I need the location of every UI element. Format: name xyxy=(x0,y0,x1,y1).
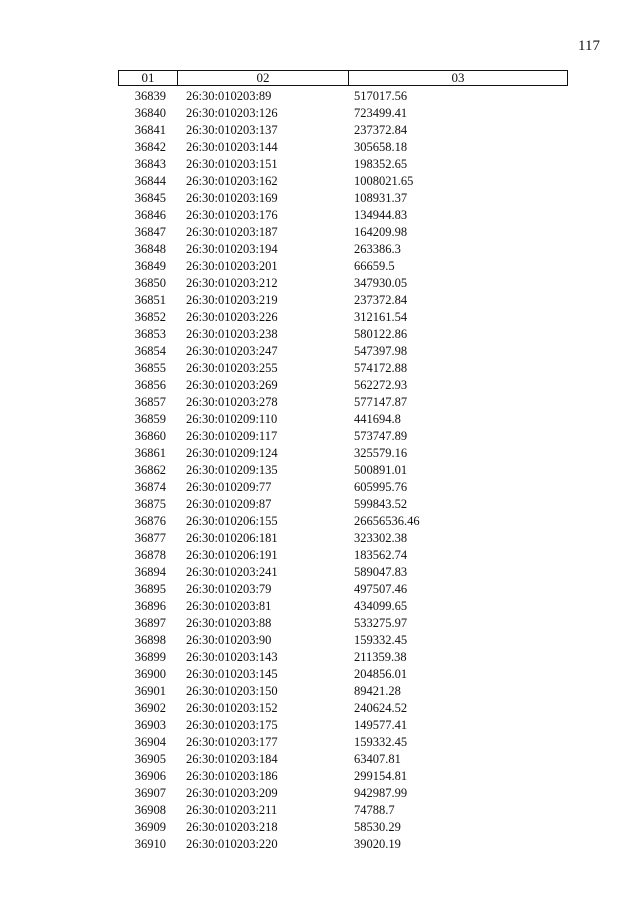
cadastral-number: 26:30:010209:124 xyxy=(186,446,278,460)
table-row xyxy=(0,581,640,598)
cadastral-number: 26:30:010209:117 xyxy=(186,429,278,443)
row-number: 36904 xyxy=(134,735,166,749)
cadastral-value: 562272.93 xyxy=(354,378,408,392)
cadastral-value: 323302.38 xyxy=(354,531,408,545)
cadastral-value: 589047.83 xyxy=(354,565,408,579)
table-row xyxy=(0,394,640,411)
cadastral-value: 240624.52 xyxy=(354,701,408,715)
table-row xyxy=(0,326,640,343)
cadastral-number: 26:30:010203:126 xyxy=(186,106,278,120)
row-number: 36849 xyxy=(134,259,166,273)
cadastral-number: 26:30:010203:184 xyxy=(186,752,278,766)
cadastral-number: 26:30:010203:79 xyxy=(186,582,272,596)
row-number: 36895 xyxy=(134,582,166,596)
cadastral-value: 1008021.65 xyxy=(354,174,414,188)
table-row xyxy=(0,445,640,462)
table-row xyxy=(0,734,640,751)
table-row xyxy=(0,717,640,734)
cadastral-number: 26:30:010203:145 xyxy=(186,667,278,681)
row-number: 36853 xyxy=(134,327,166,341)
table-row xyxy=(0,122,640,139)
row-number: 36857 xyxy=(134,395,166,409)
cadastral-number: 26:30:010203:81 xyxy=(186,599,272,613)
cadastral-number: 26:30:010203:238 xyxy=(186,327,278,341)
row-number: 36903 xyxy=(134,718,166,732)
table-row xyxy=(0,309,640,326)
column-header-02: 02 xyxy=(178,71,349,85)
cadastral-value: 574172.88 xyxy=(354,361,408,375)
cadastral-number: 26:30:010203:169 xyxy=(186,191,278,205)
cadastral-value: 183562.74 xyxy=(354,548,408,562)
cadastral-value: 533275.97 xyxy=(354,616,408,630)
cadastral-number: 26:30:010203:278 xyxy=(186,395,278,409)
cadastral-number: 26:30:010203:247 xyxy=(186,344,278,358)
table-row xyxy=(0,462,640,479)
cadastral-value: 39020.19 xyxy=(354,837,401,851)
table-row xyxy=(0,530,640,547)
row-number: 36908 xyxy=(134,803,166,817)
table-row xyxy=(0,649,640,666)
row-number: 36854 xyxy=(134,344,166,358)
cadastral-value: 237372.84 xyxy=(354,293,408,307)
table-row xyxy=(0,785,640,802)
cadastral-number: 26:30:010203:218 xyxy=(186,820,278,834)
cadastral-value: 580122.86 xyxy=(354,327,408,341)
row-number: 36909 xyxy=(134,820,166,834)
table-row xyxy=(0,156,640,173)
cadastral-number: 26:30:010203:177 xyxy=(186,735,278,749)
cadastral-number: 26:30:010203:212 xyxy=(186,276,278,290)
cadastral-number: 26:30:010203:211 xyxy=(186,803,278,817)
row-number: 36896 xyxy=(134,599,166,613)
row-number: 36878 xyxy=(134,548,166,562)
cadastral-number: 26:30:010203:152 xyxy=(186,701,278,715)
cadastral-value: 723499.41 xyxy=(354,106,408,120)
cadastral-number: 26:30:010203:209 xyxy=(186,786,278,800)
cadastral-value: 164209.98 xyxy=(354,225,408,239)
row-number: 36855 xyxy=(134,361,166,375)
table-row xyxy=(0,802,640,819)
cadastral-number: 26:30:010203:137 xyxy=(186,123,278,137)
row-number: 36898 xyxy=(134,633,166,647)
table-row xyxy=(0,343,640,360)
cadastral-number: 26:30:010203:219 xyxy=(186,293,278,307)
table-row xyxy=(0,428,640,445)
row-number: 36874 xyxy=(134,480,166,494)
cadastral-value: 26656536.46 xyxy=(354,514,420,528)
cadastral-number: 26:30:010203:186 xyxy=(186,769,278,783)
row-number: 36852 xyxy=(134,310,166,324)
cadastral-value: 325579.16 xyxy=(354,446,408,460)
row-number: 36840 xyxy=(134,106,166,120)
cadastral-number: 26:30:010203:162 xyxy=(186,174,278,188)
row-number: 36907 xyxy=(134,786,166,800)
table-body xyxy=(0,88,640,853)
cadastral-value: 312161.54 xyxy=(354,310,408,324)
cadastral-value: 211359.38 xyxy=(354,650,407,664)
row-number: 36856 xyxy=(134,378,166,392)
table-row xyxy=(0,190,640,207)
row-number: 36875 xyxy=(134,497,166,511)
table-row xyxy=(0,615,640,632)
row-number: 36901 xyxy=(134,684,166,698)
table-row xyxy=(0,513,640,530)
cadastral-value: 577147.87 xyxy=(354,395,408,409)
row-number: 36877 xyxy=(134,531,166,545)
table-row xyxy=(0,241,640,258)
table-row xyxy=(0,751,640,768)
table-row xyxy=(0,496,640,513)
table-row xyxy=(0,700,640,717)
table-row xyxy=(0,173,640,190)
table-header xyxy=(118,70,568,86)
table-row xyxy=(0,564,640,581)
row-number: 36910 xyxy=(134,837,166,851)
cadastral-number: 26:30:010206:181 xyxy=(186,531,278,545)
cadastral-number: 26:30:010209:87 xyxy=(186,497,272,511)
cadastral-number: 26:30:010209:110 xyxy=(186,412,278,426)
table-row xyxy=(0,479,640,496)
table-row xyxy=(0,360,640,377)
cadastral-number: 26:30:010203:143 xyxy=(186,650,278,664)
cadastral-value: 573747.89 xyxy=(354,429,408,443)
cadastral-value: 547397.98 xyxy=(354,344,408,358)
cadastral-value: 434099.65 xyxy=(354,599,408,613)
cadastral-value: 74788.7 xyxy=(354,803,395,817)
row-number: 36876 xyxy=(134,514,166,528)
cadastral-number: 26:30:010203:194 xyxy=(186,242,278,256)
cadastral-number: 26:30:010203:150 xyxy=(186,684,278,698)
row-number: 36899 xyxy=(134,650,166,664)
cadastral-value: 497507.46 xyxy=(354,582,408,596)
table-row xyxy=(0,139,640,156)
row-number: 36843 xyxy=(134,157,166,171)
row-number: 36905 xyxy=(134,752,166,766)
table-row xyxy=(0,411,640,428)
cadastral-value: 517017.56 xyxy=(354,89,408,103)
cadastral-number: 26:30:010203:90 xyxy=(186,633,272,647)
table-row xyxy=(0,632,640,649)
row-number: 36897 xyxy=(134,616,166,630)
cadastral-value: 204856.01 xyxy=(354,667,408,681)
cadastral-number: 26:30:010203:220 xyxy=(186,837,278,851)
table-row xyxy=(0,224,640,241)
cadastral-value: 237372.84 xyxy=(354,123,408,137)
cadastral-number: 26:30:010209:77 xyxy=(186,480,272,494)
cadastral-value: 605995.76 xyxy=(354,480,408,494)
cadastral-number: 26:30:010203:89 xyxy=(186,89,272,103)
cadastral-number: 26:30:010206:191 xyxy=(186,548,278,562)
cadastral-value: 159332.45 xyxy=(354,633,408,647)
row-number: 36846 xyxy=(134,208,166,222)
cadastral-value: 942987.99 xyxy=(354,786,408,800)
table-row xyxy=(0,598,640,615)
cadastral-value: 159332.45 xyxy=(354,735,408,749)
cadastral-value: 149577.41 xyxy=(354,718,408,732)
table-row xyxy=(0,683,640,700)
row-number: 36850 xyxy=(134,276,166,290)
row-number: 36900 xyxy=(134,667,166,681)
table-row xyxy=(0,275,640,292)
row-number: 36851 xyxy=(134,293,166,307)
cadastral-number: 26:30:010209:135 xyxy=(186,463,278,477)
cadastral-value: 58530.29 xyxy=(354,820,401,834)
cadastral-number: 26:30:010203:255 xyxy=(186,361,278,375)
column-header-03: 03 xyxy=(451,70,465,85)
table-row xyxy=(0,292,640,309)
row-number: 36844 xyxy=(134,174,166,188)
table-row xyxy=(0,768,640,785)
row-number: 36906 xyxy=(134,769,166,783)
cadastral-value: 500891.01 xyxy=(354,463,408,477)
row-number: 36902 xyxy=(134,701,166,715)
cadastral-value: 263386.3 xyxy=(354,242,401,256)
row-number: 36862 xyxy=(134,463,166,477)
cadastral-number: 26:30:010203:241 xyxy=(186,565,278,579)
table-row xyxy=(0,88,640,105)
cadastral-value: 63407.81 xyxy=(354,752,401,766)
cadastral-number: 26:30:010203:151 xyxy=(186,157,278,171)
cadastral-value: 347930.05 xyxy=(354,276,408,290)
row-number: 36860 xyxy=(134,429,166,443)
table-row xyxy=(0,819,640,836)
table-row xyxy=(0,377,640,394)
row-number: 36848 xyxy=(134,242,166,256)
cadastral-value: 441694.8 xyxy=(354,412,401,426)
cadastral-value: 66659.5 xyxy=(354,259,395,273)
table-row xyxy=(0,258,640,275)
table-row xyxy=(0,836,640,853)
cadastral-value: 305658.18 xyxy=(354,140,408,154)
row-number: 36859 xyxy=(134,412,166,426)
column-header-01: 01 xyxy=(119,71,178,85)
row-number: 36839 xyxy=(134,89,166,103)
row-number: 36841 xyxy=(134,123,166,137)
cadastral-value: 108931.37 xyxy=(354,191,408,205)
cadastral-value: 599843.52 xyxy=(354,497,408,511)
cadastral-value: 89421.28 xyxy=(354,684,401,698)
table-row xyxy=(0,207,640,224)
cadastral-number: 26:30:010203:175 xyxy=(186,718,278,732)
cadastral-number: 26:30:010206:155 xyxy=(186,514,278,528)
cadastral-number: 26:30:010203:176 xyxy=(186,208,278,222)
cadastral-value: 198352.65 xyxy=(354,157,408,171)
row-number: 36894 xyxy=(134,565,166,579)
cadastral-number: 26:30:010203:269 xyxy=(186,378,278,392)
table-row xyxy=(0,666,640,683)
page-number: 117 xyxy=(578,38,600,54)
row-number: 36845 xyxy=(134,191,166,205)
table-row xyxy=(0,105,640,122)
cadastral-number: 26:30:010203:226 xyxy=(186,310,278,324)
cadastral-number: 26:30:010203:144 xyxy=(186,140,278,154)
cadastral-number: 26:30:010203:201 xyxy=(186,259,278,273)
row-number: 36847 xyxy=(134,225,166,239)
row-number: 36842 xyxy=(134,140,166,154)
cadastral-value: 134944.83 xyxy=(354,208,408,222)
cadastral-number: 26:30:010203:187 xyxy=(186,225,278,239)
cadastral-number: 26:30:010203:88 xyxy=(186,616,272,630)
table-row xyxy=(0,547,640,564)
cadastral-value: 299154.81 xyxy=(354,769,408,783)
row-number: 36861 xyxy=(134,446,166,460)
